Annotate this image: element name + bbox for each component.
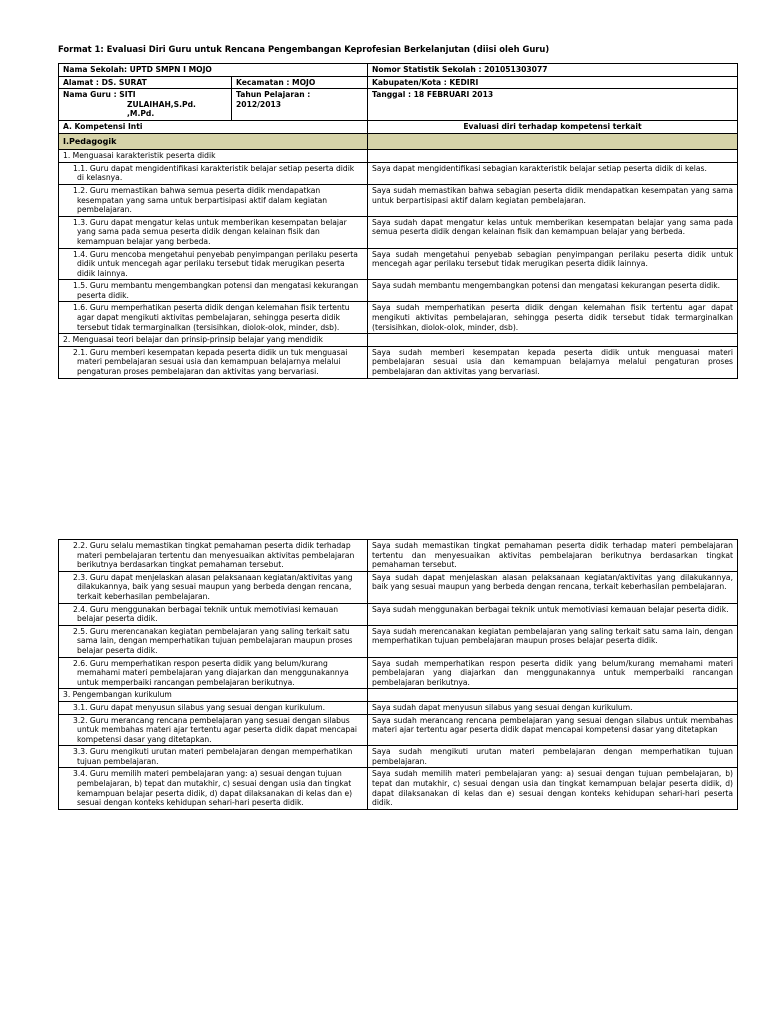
school-name: Nama Sekolah: UPTD SMPN I MOJO	[59, 64, 368, 77]
competency-indicator: 2.5. Guru merencanakan kegiatan pembelajaran yang saling terkait satu sama lain, dengan memperhatikan tujuan pembelajaran maupun proses belajar peserta didik.	[59, 625, 368, 657]
table-row	[59, 162, 738, 184]
academic-year-label: Tahun Pelajaran :	[236, 90, 311, 100]
teacher-name-line-2: ZULAIHAH,S.Pd.	[127, 99, 196, 109]
self-evaluation-heading: Evaluasi diri terhadap kompetensi terkait	[368, 120, 738, 133]
self-evaluation-answer: Saya sudah merancang rencana pembelajaran yang sesuai dengan silabus untuk membahas materi ajar tertentu agar peserta didik dapat mencapai kompetensi dasar yang ditetapkan	[368, 714, 738, 746]
table-row	[59, 280, 738, 302]
self-evaluation-answer: Saya sudah dapat menjelaskan alasan pelaksanaan kegiatan/aktivitas yang dilakukannya, baik yang sesuai maupun yang berbeda dengan rencana, terkait keberhasilan pembelajaran.	[368, 571, 738, 603]
table-row	[59, 248, 738, 280]
document-title: Format 1: Evaluasi Diri Guru untuk Rencana Pengembangan Keprofesian Berkelanjutan (diisi oleh Guru)	[58, 44, 550, 54]
competency-indicator: 3.4. Guru memilih materi pembelajaran yang: a) sesuai dengan tujuan pembelajaran, b) tepat dan mutakhir, c) sesuai dengan usia dan tingkat kemampuan belajar peserta didik, d) dapat dilaksanakan di kelas dan e) sesuai dengan konteks kehidupan sehari-hari peserta didik.	[59, 768, 368, 809]
teacher-name-line-3: ,M.Pd.	[127, 109, 155, 119]
table-row	[59, 657, 738, 689]
self-evaluation-answer: Saya sudah menggunakan berbagai teknik untuk memotiviasi kemauan belajar peserta didik.	[368, 603, 738, 625]
competency-indicator: 1.3. Guru dapat mengatur kelas untuk memberikan kesempatan belajar yang sama pada semua peserta didik dengan kelainan fisik dan kemampuan belajar yang berbeda.	[59, 216, 368, 248]
section-pedagogik-right	[368, 133, 738, 150]
subsection-row	[59, 334, 738, 347]
self-evaluation-answer: Saya sudah memilih materi pembelajaran yang: a) sesuai dengan tujuan pembelajaran, b) tepat dan mutakhir, c) sesuai dengan usia dan tingkat kemampuan belajar peserta didik, d) dapat dilaksanakan di kelas dan e) sesuai dengan konteks kehidupan sehari-hari peserta didik.	[368, 768, 738, 809]
table-row	[59, 625, 738, 657]
competency-indicator: 3.2. Guru merancang rencana pembelajaran yang sesuai dengan silabus untuk membahas materi ajar tertentu agar peserta didik dapat mencapai kompetensi dasar yang ditetapkan.	[59, 714, 368, 746]
district: Kecamatan : MOJO	[232, 76, 368, 89]
table-row	[59, 302, 738, 334]
subsection-title: 2. Menguasai teori belajar dan prinsip-prinsip belajar yang mendidik	[59, 334, 368, 347]
section-pedagogik: I.Pedagogik	[59, 133, 368, 150]
table-row	[59, 571, 738, 603]
self-evaluation-answer: Saya sudah dapat menyusun silabus yang sesuai dengan kurikulum.	[368, 701, 738, 714]
self-evaluation-answer: Saya sudah dapat mengatur kelas untuk memberikan kesempatan belajar yang sama pada semua peserta didik dengan kelainan fisik dan kemampuan belajar yang berbeda.	[368, 216, 738, 248]
self-evaluation-answer: Saya sudah membantu mengembangkan potensi dan mengatasi kekurangan peserta didik.	[368, 280, 738, 302]
competency-indicator: 2.4. Guru menggunakan berbagai teknik untuk memotiviasi kemauan belajar peserta didik.	[59, 603, 368, 625]
self-evaluation-answer: Saya sudah memastikan bahwa sebagian peserta didik mendapatkan kesempatan yang sama untuk berpartisipasi aktif dalam kegiatan pembelajaran.	[368, 184, 738, 216]
table-row	[59, 746, 738, 768]
subsection-title: 3. Pengembangan kurikulum	[59, 689, 368, 702]
self-evaluation-answer	[368, 334, 738, 347]
academic-year-value: 2012/2013	[236, 99, 282, 109]
table-row	[59, 184, 738, 216]
teacher-name-line-1: Nama Guru : SITI	[63, 90, 136, 100]
table-row	[59, 216, 738, 248]
teacher-name	[59, 89, 232, 121]
regency: Kabupaten/Kota : KEDIRI	[368, 76, 738, 89]
self-evaluation-answer: Saya sudah memastikan tingkat pemahaman peserta didik terhadap materi pembelajaran tertentu dan menyesuaikan aktivitas pembelajaran berikutnya berdasarkan tingkat pemahaman tersebut.	[368, 540, 738, 572]
competency-indicator: 2.6. Guru memperhatikan respon peserta didik yang belum/kurang memahami materi pembelajaran yang diajarkan dan menggunakannya untuk memperbaiki rancangan pembelajaran berikutnya.	[59, 657, 368, 689]
school-address: Alamat : DS. SURAT	[59, 76, 232, 89]
subsection-row	[59, 689, 738, 702]
self-evaluation-answer: Saya sudah mengikuti urutan materi pembelajaran dengan memperhatikan tujuan pembelajaran.	[368, 746, 738, 768]
competency-indicator: 1.2. Guru memastikan bahwa semua peserta didik mendapatkan kesempatan yang sama untuk berpartisipasi aktif dalam kegiatan pembelajaran.	[59, 184, 368, 216]
table-row	[59, 346, 738, 378]
table-row	[59, 714, 738, 746]
competency-indicator: 1.6. Guru memperhatikan peserta didik dengan kelemahan fisik tertentu agar dapat mengikuti aktivitas pembelajaran, sehingga peserta didik tersebut tidak termarginalkan (tersisihkan, diolok-olok, minder, dsb).	[59, 302, 368, 334]
competency-indicator: 2.1. Guru memberi kesempatan kepada peserta didik un tuk menguasai materi pembelajaran sesuai usia dan kemampuan belajarnya melalui pengaturan proses pembelajaran dan aktivitas yang bervariasi.	[59, 346, 368, 378]
evaluation-table-page-2	[58, 539, 738, 810]
competency-indicator: 1.5. Guru membantu mengembangkan potensi dan mengatasi kekurangan peserta didik.	[59, 280, 368, 302]
subsection-row	[59, 150, 738, 163]
date: Tanggal : 18 FEBRUARI 2013	[368, 89, 738, 121]
self-evaluation-answer	[368, 689, 738, 702]
self-evaluation-answer: Saya sudah memberi kesempatan kepada peserta didik untuk menguasai materi pembelajaran sesuai usia dan kemampuan belajarnya melalui pengaturan proses pembelajaran dan aktivitas yang bervariasi.	[368, 346, 738, 378]
self-evaluation-answer: Saya dapat mengidentifikasi sebagian karakteristik belajar setiap peserta didik di kelas.	[368, 162, 738, 184]
table-row	[59, 701, 738, 714]
self-evaluation-answer: Saya sudah memperhatikan respon peserta didik yang belum/kurang memahami materi pembelajaran yang diajarkan dan menggunakannya untuk memperbaiki rancangan pembelajaran berikutnya.	[368, 657, 738, 689]
school-statistic-number: Nomor Statistik Sekolah : 201051303077	[368, 64, 738, 77]
table-row	[59, 768, 738, 809]
subsection-title: 1. Menguasai karakteristik peserta didik	[59, 150, 368, 163]
academic-year	[232, 89, 368, 121]
self-evaluation-answer: Saya sudah mengetahui penyebab sebagian penyimpangan perilaku peserta didik untuk mencegah agar perilaku tersebut tidak merugikan peserta didik lainnya.	[368, 248, 738, 280]
evaluation-table-page-1	[58, 63, 738, 379]
table-row	[59, 603, 738, 625]
competency-indicator: 3.1. Guru dapat menyusun silabus yang sesuai dengan kurikulum.	[59, 701, 368, 714]
competency-indicator: 2.2. Guru selalu memastikan tingkat pemahaman peserta didik terhadap materi pembelajaran tertentu dan menyesuaikan aktivitas pembelajaran berikutnya berdasarkan tingkat pemahaman tersebut.	[59, 540, 368, 572]
competency-indicator: 2.3. Guru dapat menjelaskan alasan pelaksanaan kegiatan/aktivitas yang dilakukannya, baik yang sesuai maupun yang berbeda dengan rencana, terkait keberhasilan pembelajaran.	[59, 571, 368, 603]
competency-indicator: 1.1. Guru dapat mengidentifikasi karakteristik belajar setiap peserta didik di kelasnya.	[59, 162, 368, 184]
competency-indicator: 3.3. Guru mengikuti urutan materi pembelajaran dengan memperhatikan tujuan pembelajaran.	[59, 746, 368, 768]
competency-indicator: 1.4. Guru mencoba mengetahui penyebab penyimpangan perilaku peserta didik untuk mencegah agar perilaku tersebut tidak merugikan peserta didik lainnya.	[59, 248, 368, 280]
self-evaluation-answer	[368, 150, 738, 163]
self-evaluation-answer: Saya sudah memperhatikan peserta didik dengan kelemahan fisik tertentu agar dapat mengikuti aktivitas pembelajaran, sehingga peserta didik tersebut tidak termarginalkan (tersisihkan, diolok-olok, minder, dsb).	[368, 302, 738, 334]
self-evaluation-answer: Saya sudah merencanakan kegiatan pembelajaran yang saling terkait satu sama lain, dengan memperhatikan tujuan pembelajaran maupun proses belajar peserta didik.	[368, 625, 738, 657]
table-row	[59, 540, 738, 572]
core-competency-heading: A. Kompetensi Inti	[59, 120, 368, 133]
